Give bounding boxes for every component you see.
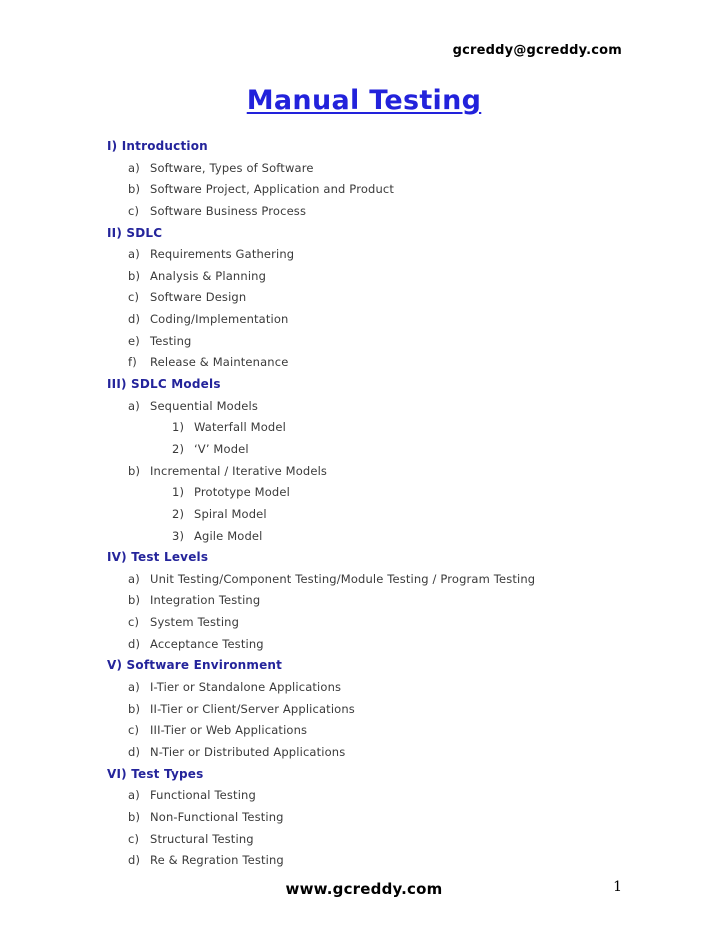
- item-label: Structural Testing: [150, 831, 254, 846]
- item-label: Re & Regration Testing: [150, 853, 284, 868]
- item-marker: d): [128, 636, 141, 651]
- item-marker: c): [128, 831, 140, 846]
- item-marker: 3): [172, 528, 185, 543]
- item-label: Analysis & Planning: [150, 268, 267, 283]
- item-marker: f): [128, 355, 137, 370]
- item-label: Software Design: [150, 290, 247, 305]
- item-marker: 1): [172, 420, 185, 435]
- list-item: [107, 590, 668, 612]
- item-marker: 1): [172, 485, 185, 500]
- item-marker: c): [128, 203, 140, 218]
- item-label: N-Tier or Distributed Applications: [150, 744, 346, 759]
- header-email: gcreddy@gcreddy.com: [452, 43, 622, 58]
- list-item: [107, 244, 668, 266]
- item-label: Testing: [150, 333, 192, 348]
- list-item: [107, 829, 668, 851]
- list-item: [107, 699, 668, 721]
- item-label: Release & Maintenance: [150, 355, 289, 370]
- section-heading: II) SDLC: [107, 225, 163, 240]
- page-title: Manual Testing: [246, 85, 482, 116]
- item-label: Software, Types of Software: [150, 160, 314, 175]
- footer-site-url: www.gcreddy.com: [285, 880, 443, 898]
- sublist-item: [107, 417, 668, 439]
- item-marker: d): [128, 744, 141, 759]
- item-marker: b): [128, 593, 141, 608]
- item-marker: 2): [172, 506, 185, 521]
- list-item: [107, 807, 668, 829]
- item-marker: a): [128, 788, 140, 803]
- item-marker: a): [128, 680, 140, 695]
- item-marker: a): [128, 160, 140, 175]
- item-marker: c): [128, 723, 140, 738]
- item-marker: b): [128, 268, 141, 283]
- list-item: [107, 850, 668, 872]
- list-item: [107, 569, 668, 591]
- item-label: Incremental / Iterative Models: [150, 463, 328, 478]
- list-item: [107, 461, 668, 483]
- sublist-item: [107, 439, 668, 461]
- item-marker: 2): [172, 441, 185, 456]
- item-label: Sequential Models: [150, 398, 258, 413]
- item-label: Acceptance Testing: [150, 636, 264, 651]
- list-item: [107, 309, 668, 331]
- item-label: Integration Testing: [150, 593, 261, 608]
- item-label: Agile Model: [194, 528, 263, 543]
- item-marker: b): [128, 809, 141, 824]
- item-marker: b): [128, 182, 141, 197]
- item-label: I-Tier or Standalone Applications: [150, 680, 342, 695]
- item-marker: a): [128, 247, 140, 262]
- section-heading: I) Introduction: [107, 139, 208, 153]
- item-label: System Testing: [150, 615, 240, 630]
- list-item: [107, 352, 668, 374]
- list-item: [107, 331, 668, 353]
- item-marker: b): [128, 701, 141, 716]
- list-item: [107, 396, 668, 418]
- list-item: [107, 742, 668, 764]
- item-marker: c): [128, 290, 140, 305]
- list-item: [107, 179, 668, 201]
- item-label: II-Tier or Client/Server Applications: [150, 701, 355, 716]
- sublist-item: [107, 504, 668, 526]
- item-label: Software Project, Application and Product: [150, 182, 395, 197]
- item-marker: d): [128, 853, 141, 868]
- item-label: Functional Testing: [150, 788, 256, 803]
- item-label: Non-Functional Testing: [150, 809, 284, 824]
- item-marker: b): [128, 463, 141, 478]
- item-label: Spiral Model: [194, 506, 267, 521]
- list-item: [107, 201, 668, 223]
- item-label: Unit Testing/Component Testing/Module Testing / Program Testing: [150, 571, 536, 586]
- item-marker: c): [128, 615, 140, 630]
- item-label: Coding/Implementation: [150, 312, 289, 327]
- item-label: Waterfall Model: [194, 420, 286, 435]
- item-label: III-Tier or Web Applications: [150, 723, 308, 738]
- section-heading: III) SDLC Models: [107, 377, 221, 392]
- list-item: [107, 634, 668, 656]
- list-item: [107, 287, 668, 309]
- page-number: 1: [613, 879, 622, 895]
- list-item: [107, 612, 668, 634]
- item-marker: e): [128, 333, 140, 348]
- sublist-item: [107, 526, 668, 548]
- list-item: [107, 158, 668, 180]
- section-heading: V) Software Environment: [107, 658, 283, 673]
- section-heading: VI) Test Types: [107, 766, 204, 781]
- list-item: [107, 720, 668, 742]
- section-heading: IV) Test Levels: [107, 550, 209, 565]
- item-label: Software Business Process: [150, 203, 307, 218]
- toc-sections: [107, 136, 668, 872]
- item-label: Requirements Gathering: [150, 247, 295, 262]
- item-label: ‘V’ Model: [194, 441, 249, 456]
- sublist-item: [107, 482, 668, 504]
- item-label: Prototype Model: [194, 485, 290, 500]
- item-marker: d): [128, 312, 141, 327]
- list-item: [107, 785, 668, 807]
- item-marker: a): [128, 571, 140, 586]
- list-item: [107, 266, 668, 288]
- list-item: [107, 677, 668, 699]
- item-marker: a): [128, 398, 140, 413]
